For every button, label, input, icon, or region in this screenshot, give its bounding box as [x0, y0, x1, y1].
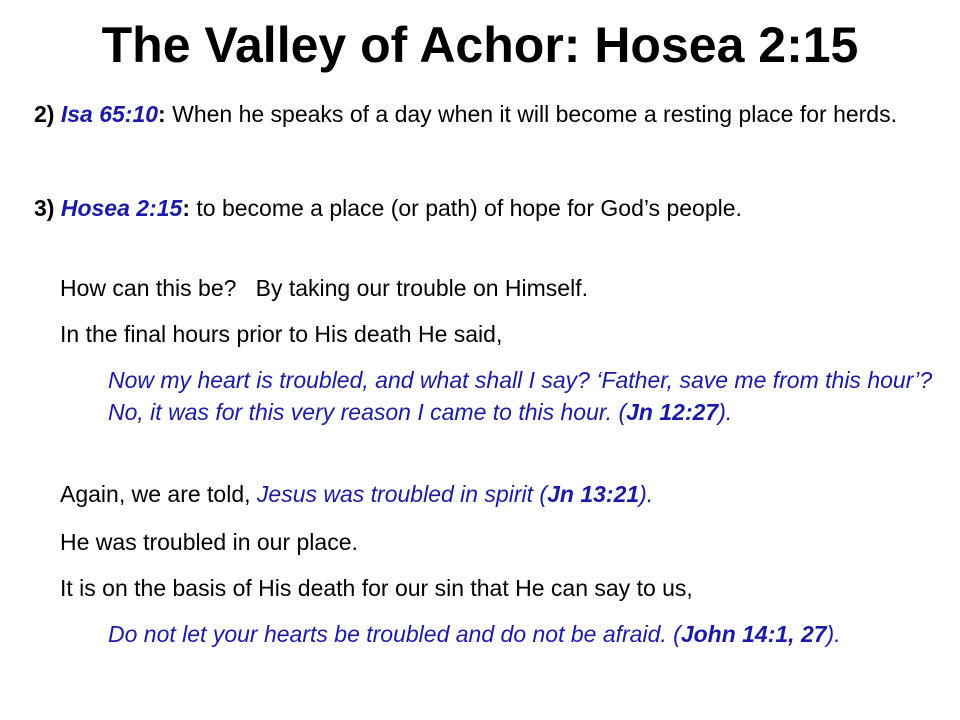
quote-1-text: Now my heart is troubled, and what shall I say? ‘Father, save me from this hour’? No, it was for this very reason I came to this hour. (: [108, 367, 933, 425]
quote-john-14: [108, 618, 943, 650]
point-3-text: to become a place (or path) of hope for God’s people.: [189, 195, 742, 221]
point-2-text: When he speaks of a day when it will become a resting place for herds.: [165, 101, 897, 127]
point-2: [34, 98, 960, 130]
quote-2-text: Do not let your hearts be troubled and do not be afraid. (: [108, 621, 681, 647]
line-again-prefix: Again, we are told,: [60, 481, 257, 507]
line-final-hours: In the final hours prior to His death He said,: [60, 321, 503, 347]
line-basis: It is on the basis of His death for our sin that He can say to us,: [60, 575, 693, 601]
line-troubled-in-our-place: He was troubled in our place.: [60, 529, 358, 555]
point-2-colon: :: [158, 101, 166, 127]
slide-title: The Valley of Achor: Hosea 2:15: [101, 17, 859, 73]
point-3-colon: :: [182, 195, 190, 221]
point-3-reference: Hosea 2:15: [60, 195, 183, 221]
point-2-reference: Isa 65:10: [60, 101, 159, 127]
line-again-quote: Jesus was troubled in spirit (: [256, 481, 548, 507]
point-3-number: 3): [34, 195, 61, 221]
quote-1-end: ).: [718, 399, 733, 425]
line-again: [60, 478, 940, 510]
quote-2-reference: John 14:1, 27: [680, 621, 827, 647]
line-again-end: ).: [639, 481, 654, 507]
quote-1-reference: Jn 12:27: [626, 399, 719, 425]
quote-2-end: ).: [826, 621, 841, 647]
line-how-can-this-be: How can this be? By taking our trouble on Himself.: [60, 275, 588, 301]
line-again-reference: Jn 13:21: [547, 481, 640, 507]
point-2-number: 2): [34, 101, 61, 127]
point-3: [34, 192, 960, 224]
quote-john-12-27: [108, 364, 943, 428]
